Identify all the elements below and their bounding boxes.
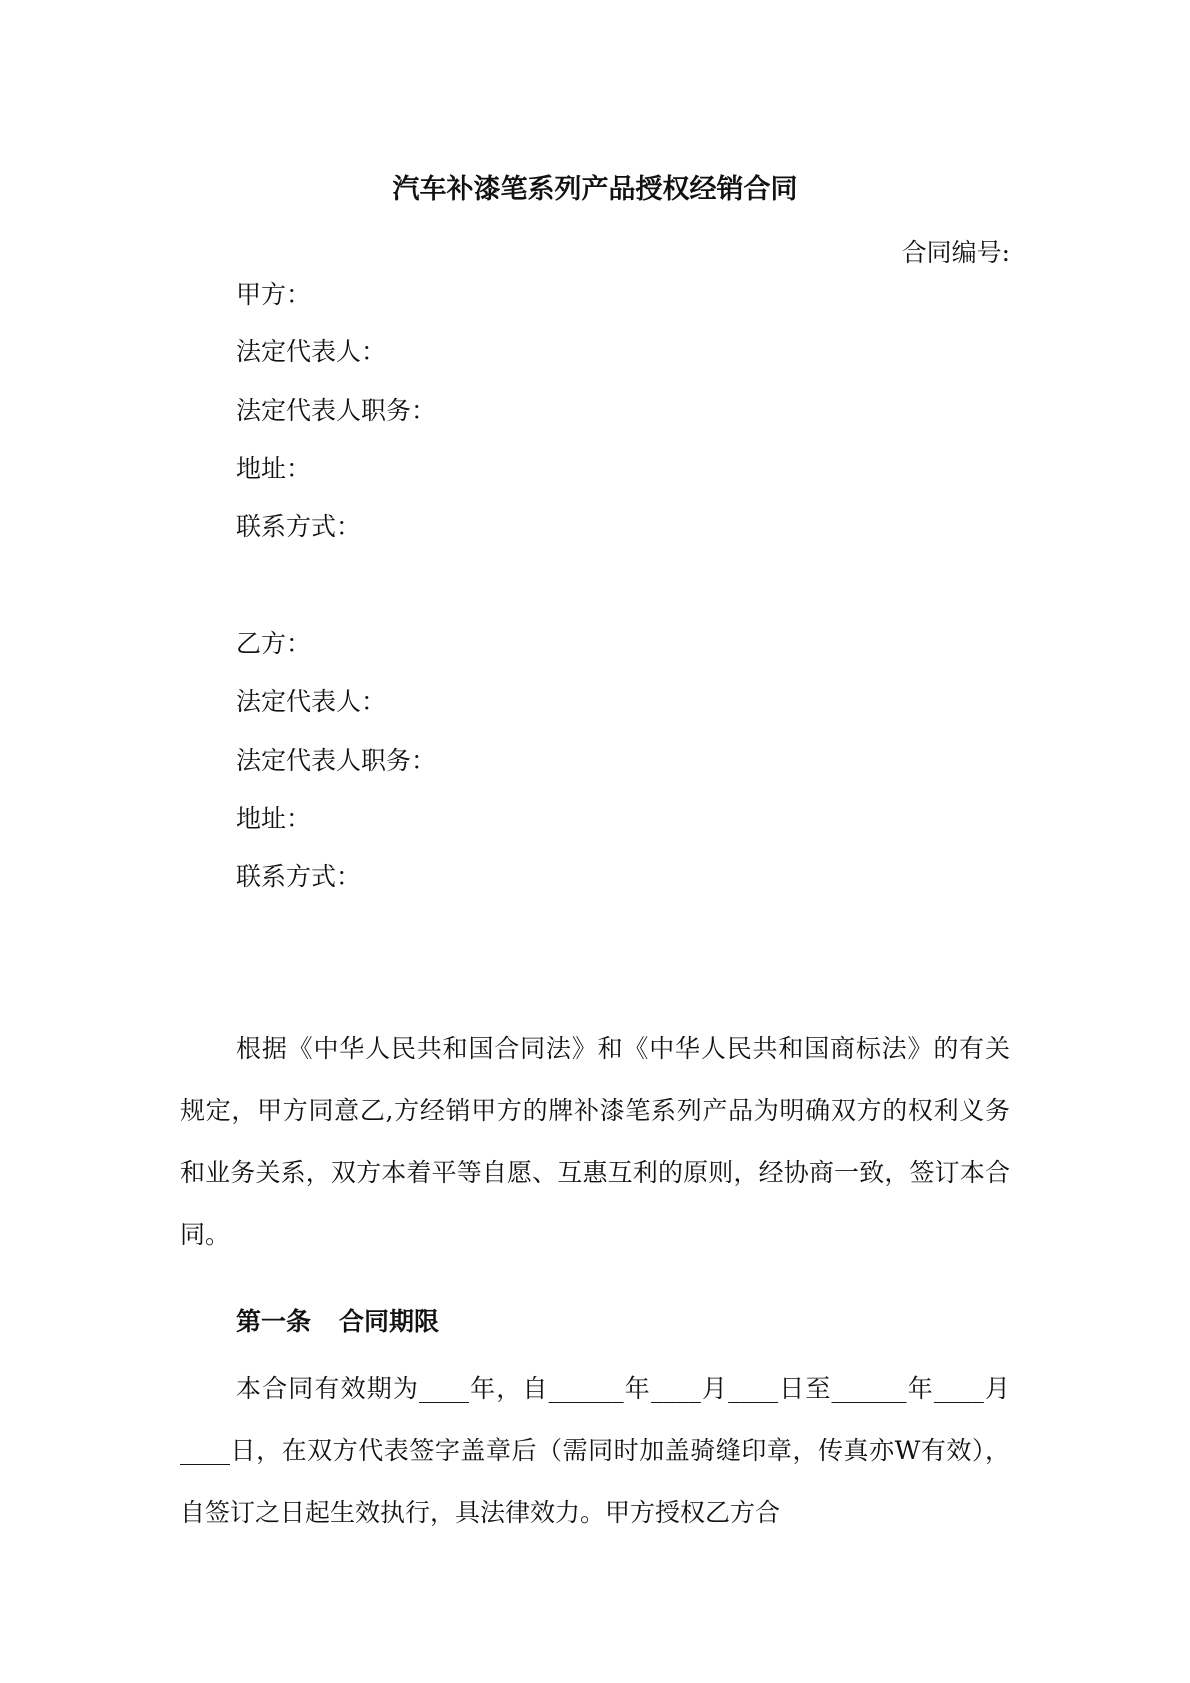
contract-number-label: 合同编号: — [901, 238, 1010, 267]
document-title: 汽车补漆笔系列产品授权经销合同 — [392, 174, 798, 205]
party-b-representative-title-label: 法定代表人职务： — [236, 746, 437, 775]
party-a-label: 甲方： — [236, 280, 312, 309]
party-a-contact-label: 联系方式： — [236, 512, 362, 541]
party-b-label: 乙方： — [236, 629, 312, 658]
preamble-paragraph: 根据《中华人民共和国合同法》和《中华人民共和国商标法》的有关规定，甲方同意乙,方经销甲方的牌补漆笔系列产品为明确双方的权利义务和业务关系，双方本着平等自愿、互惠互利的原则，经协商一致，签订本合同。 — [180, 1034, 1010, 1249]
party-b-address-label: 地址： — [236, 804, 312, 833]
article-1-number: 第一条 — [236, 1307, 312, 1336]
party-a-address-label: 地址： — [236, 454, 312, 483]
party-b-representative-label: 法定代表人： — [236, 687, 387, 716]
party-b-contact-label: 联系方式： — [236, 862, 362, 891]
party-a-representative-title-label: 法定代表人职务： — [236, 396, 437, 425]
article-1-title: 合同期限 — [339, 1307, 440, 1336]
article-1-body: 本合同有效期为____年，自______年____月____日至______年____月____日，在双方代表签字盖章后（需同时加盖骑缝印章，传真亦W有效），自签订之日起生效执行，具法律效力。甲方授权乙方合 — [180, 1374, 1010, 1527]
party-a-representative-label: 法定代表人： — [236, 337, 387, 366]
article-1-heading — [236, 1302, 439, 1342]
